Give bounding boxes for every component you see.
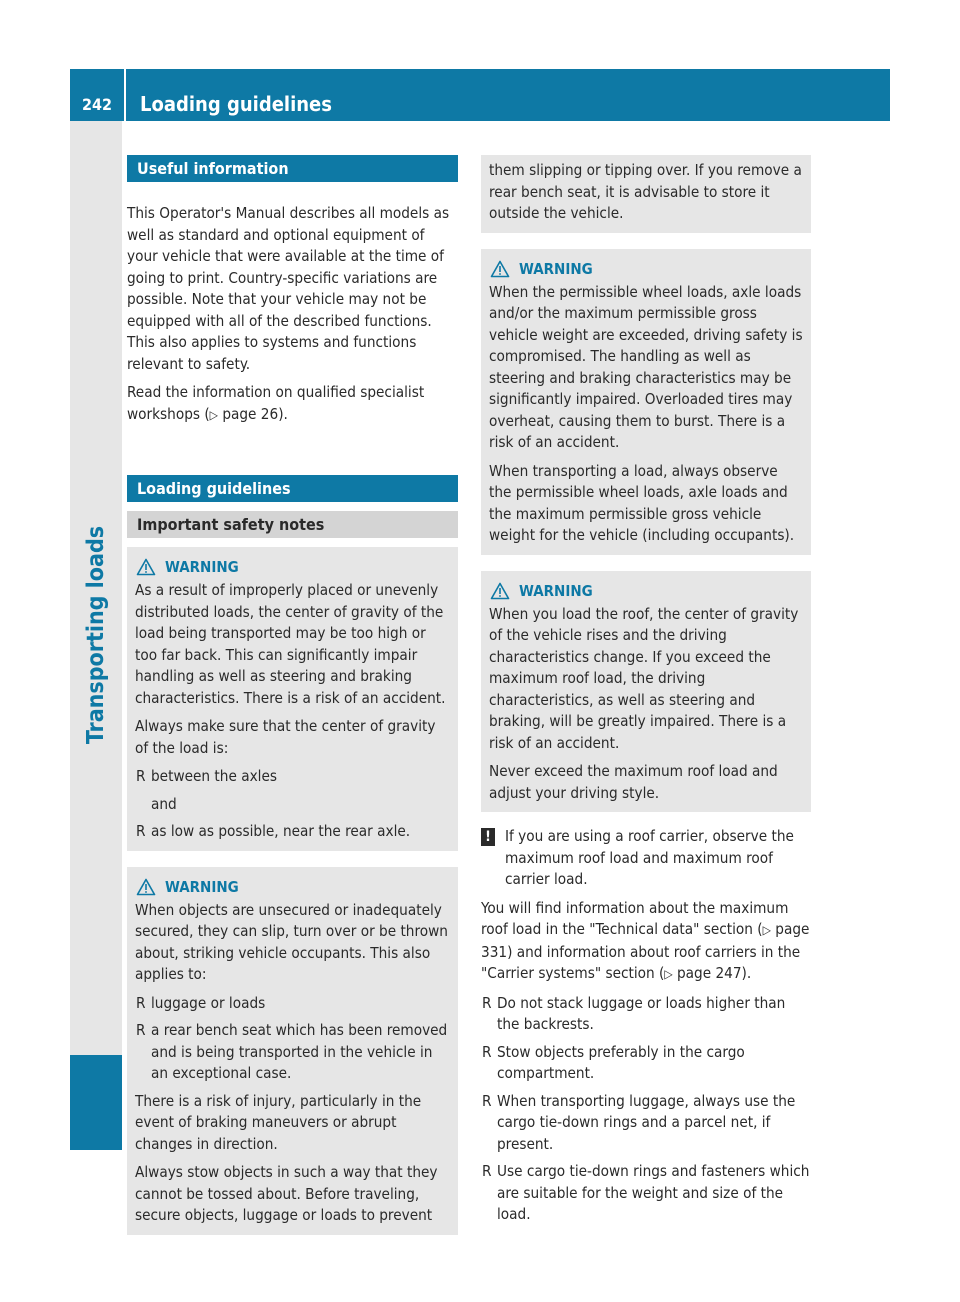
warning-triangle-icon: [490, 582, 510, 600]
chapter-title: Transporting loads: [83, 525, 109, 745]
warning-text: When you load the roof, the center of gravity of the vehicle rises and the driving characteristics change. If you exceed the maximum roof load, the driving characteristics, as well as steering and braking, will be greatly impaired. There is a risk of an accident.: [489, 604, 799, 752]
warning-heading: WARNING: [489, 258, 803, 280]
list-item: R When transporting luggage, always use the cargo tie-down rings and a parcel net, if present.: [482, 1091, 796, 1153]
page-ref-link[interactable]: page 26: [222, 404, 279, 423]
right-column: [481, 155, 811, 1232]
section-heading-useful-information: Useful information: [127, 155, 458, 182]
page-title: Loading guidelines: [140, 92, 332, 116]
info-paragraph: You will find information about the maximum roof load in the "Technical data" section (▷ page 331) and information about roof carriers in the "Carrier systems" section (▷ page 247).: [481, 898, 810, 982]
warning-text: There is a risk of injury, particularly in the event of braking maneuvers or abrupt changes in direction.: [135, 1091, 422, 1153]
useful-info-paragraph: This Operator's Manual describes all models as well as standard and optional equipment of your vehicle that were available at the time of going to print. Country-specific variations are possible. Note that your vehicle may not be equipped with all of the described functions. This also applies to systems and functions relevant to safety.: [127, 204, 450, 373]
bullet-marker: R: [482, 1091, 492, 1110]
list-item: R as low as possible, near the rear axle.: [135, 821, 450, 843]
warning-heading: WARNING: [489, 580, 803, 602]
list-item: R Use cargo tie-down rings and fasteners which are suitable for the weight and size of the load.: [482, 1162, 810, 1223]
warning-text-continued: them slipping or tipping over. If you remove a rear bench seat, it is advisable to store it outside the vehicle.: [489, 161, 802, 222]
warning-text: Never exceed the maximum roof load and adjust your driving style.: [489, 762, 778, 802]
warning-text: When transporting a load, always observe the permissible wheel loads, axle loads and the maximum permissible gross vehicle weight for the vehicle (including occupants).: [489, 461, 795, 544]
warning-text: When objects are unsecured or inadequately secured, they can slip, turn over or be thrown about, striking vehicle occupants. This also applies to:: [135, 900, 448, 983]
list-item: R Do not stack luggage or loads higher than the backrests.: [482, 993, 786, 1033]
list-item: R luggage or loads: [135, 993, 450, 1015]
section-heading-loading-guidelines: Loading guidelines: [127, 475, 458, 502]
warning-text: As a result of improperly placed or unevenly distributed loads, the center of gravity of the load being transported may be too high or too far back. This can significantly impair handling as well as steering and braking characteristics. There is a risk of an accident.: [135, 581, 446, 707]
page-ref-arrow-icon: ▷: [664, 967, 673, 981]
list-item: R Stow objects preferably in the cargo compartment.: [482, 1042, 745, 1082]
warning-heading: WARNING: [135, 876, 450, 898]
list-item: R a rear bench seat which has been removed and is being transported in the vehicle in an exceptional case.: [136, 1021, 448, 1082]
warning-heading: WARNING: [135, 556, 450, 578]
subsection-heading-safety-notes: Important safety notes: [127, 511, 458, 538]
chapter-sidebar: [70, 121, 122, 1150]
page-ref-arrow-icon: ▷: [209, 407, 218, 422]
chapter-tab: [70, 1055, 122, 1150]
warning-text: Always stow objects in such a way that they cannot be tossed about. Before traveling, secure objects, luggage or loads to prevent: [135, 1163, 438, 1224]
page-header: [70, 69, 890, 121]
exclamation-icon: !: [481, 828, 495, 846]
warning-triangle-icon: [136, 558, 156, 576]
page-ref-link[interactable]: page 247: [677, 964, 742, 982]
bullet-marker: R: [136, 993, 146, 1012]
warning-box-roof-load: [481, 571, 811, 813]
warning-text: When the permissible wheel loads, axle loads and/or the maximum permissible gross vehicle weight are exceeded, driving safety is compromised. The handling as well as steering and braking characteristics may be significantly impaired. Overloaded tires may overheat, causing them to burst. There is a risk of an accident.: [489, 282, 803, 451]
note-roof-carrier: ! If you are using a roof carrier, observe the maximum roof load and maximum roof carrier load.: [481, 826, 811, 891]
bullet-marker: R: [136, 767, 146, 785]
bullet-marker: R: [482, 1042, 492, 1061]
warning-box-continued: [481, 155, 811, 233]
warning-triangle-icon: [136, 878, 156, 896]
warning-triangle-icon: [490, 260, 510, 278]
left-column: [127, 155, 458, 1235]
bullet-marker: R: [136, 1021, 146, 1039]
warning-box-unsecured-objects: [127, 867, 458, 1235]
bullet-marker: R: [482, 1162, 492, 1180]
warning-box-center-of-gravity: [127, 547, 458, 851]
useful-info-workshops: Read the information on qualified specialist workshops (▷ page 26).: [127, 383, 425, 423]
bullet-marker: R: [482, 993, 492, 1012]
warning-box-permissible-loads: [481, 249, 811, 555]
page-ref-arrow-icon: ▷: [762, 923, 771, 937]
list-item: R between the axles: [135, 766, 450, 788]
page-ref-link[interactable]: page 331: [481, 920, 810, 961]
bullet-marker: R: [136, 822, 146, 840]
warning-text: Always make sure that the center of gravity of the load is:: [135, 717, 436, 757]
list-connector: and: [151, 794, 177, 813]
page-number: 242: [70, 69, 126, 121]
